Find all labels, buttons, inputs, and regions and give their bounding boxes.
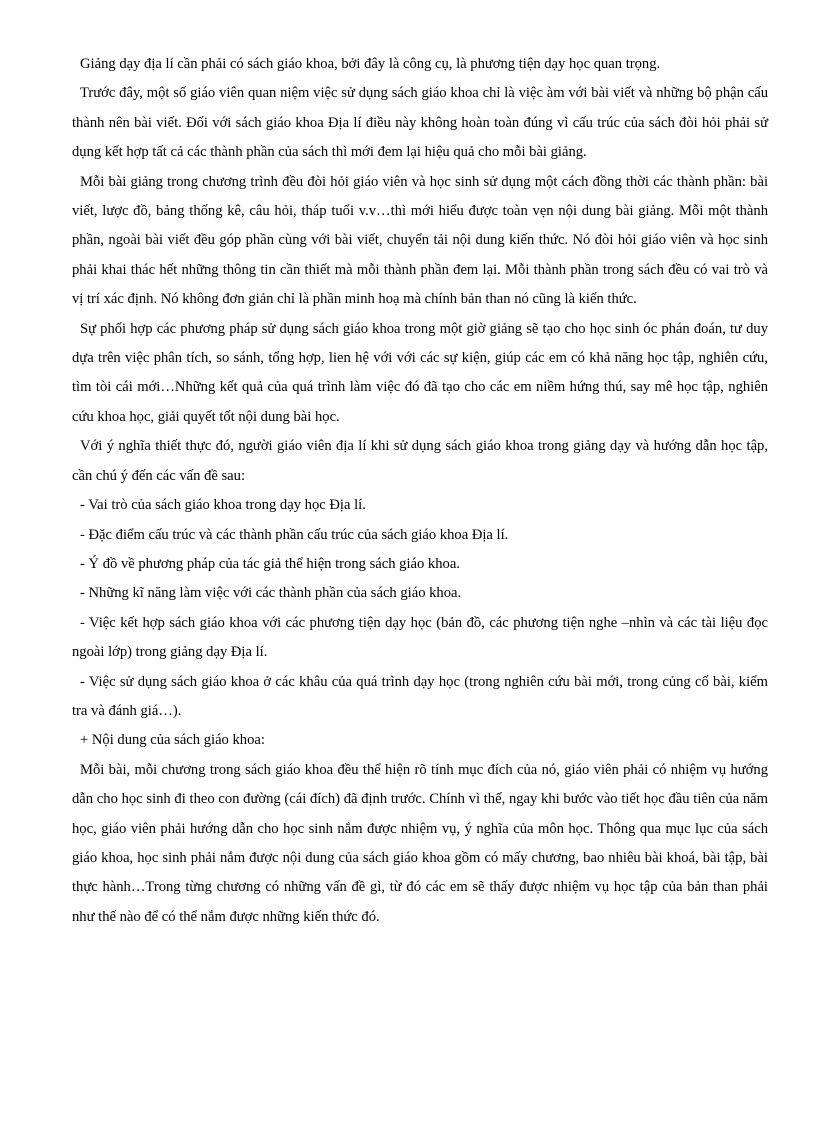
document-page [72, 50, 768, 932]
paragraph-intro: Giảng dạy địa lí cần phải có sách giáo khoa, bởi đây là công cụ, là phương tiện dạy học quan trọng. [80, 56, 661, 72]
paragraph-issues-intro: Với ý nghĩa thiết thực đó, người giáo viên địa lí khi sử dụng sách giáo khoa trong giảng dạy và hướng dẫn học tập, cần chú ý đến các vấn đề sau: [72, 438, 768, 484]
paragraph-textbook-content: Mỗi bài, mỗi chương trong sách giáo khoa đều thể hiện rõ tính mục đích của nó, giáo viên phải có nhiệm vụ hướng dẫn cho học sinh đi theo con đường (cái đích) đã định trước. Chính vì thế, ngay khi bước vào tiết học đầu tiên của năm học, giáo viên phải hướng dẫn cho học sinh nắm được nhiệm vụ, ý nghĩa của môn học. Thông qua mục lục của sách giáo khoa, học sinh phải nắm được nội dung của sách giáo khoa gồm có mấy chương, bao nhiêu bài khoá, bài tập, bài thực hành…Trong từng chương có những vấn đề gì, từ đó các em sẽ thấy được nhiệm vụ học tập của bản than phải như thế nào để có thể nắm được những kiến thức đó. [72, 761, 768, 925]
list-item: - Việc kết hợp sách giáo khoa với các phương tiện dạy học (bản đồ, các phương tiện nghe –nhìn và các tài liệu đọc ngoài lớp) trong giảng dạy Địa lí. [72, 614, 768, 661]
issues-list [72, 491, 768, 726]
paragraph-previous-views: Trước đây, một số giáo viên quan niệm việc sử dụng sách giáo khoa chỉ là việc àm với bài viết và những bộ phận cấu thành nên bài viết. Đối với sách giáo khoa Địa lí điều này không hoàn toàn đúng vì cấu trúc của sách đòi hỏi phải sử dụng kết hợp tất cả các thành phần của sách thì mới đem lại hiệu quả cho mỗi bài giảng. [72, 85, 768, 161]
paragraph-lesson-components: Mỗi bài giảng trong chương trình đều đòi hỏi giáo viên và học sinh sử dụng một cách đồng thời các thành phần: bài viết, lược đồ, bảng thống kê, câu hỏi, tháp tuổi v.v…thì mới hiểu được toàn vẹn nội dung bài giảng. Mỗi một thành phần, ngoài bài viết đều góp phần cùng với bài viết, chuyển tải nội dung kiến thức. Nó đòi hỏi giáo viên và học sinh phải khai thác hết những thông tin cần thiết mà mỗi thành phần đem lại. Mỗi thành phần trong sách đều có vai trò và vị trí xác định. Nó không đơn giản chỉ là phần minh hoạ mà chính bản than nó cũng là kiến thức. [72, 173, 768, 308]
list-item: - Việc sử dụng sách giáo khoa ở các khâu của quá trình dạy học (trong nghiên cứu bài mới, trong củng cố bài, kiểm tra và đánh giá…). [72, 673, 768, 719]
list-item: - Ý đồ về phương pháp của tác giả thể hiện trong sách giáo khoa. [80, 555, 460, 572]
paragraph-method-coordination: Sự phối hợp các phương pháp sử dụng sách giáo khoa trong một giờ giảng sẽ tạo cho học sinh óc phán đoán, tư duy dựa trên việc phân tích, so sánh, tổng hợp, lien hệ với với các sự kiện, giúp các em có khả năng học tập, nghiên cứu, tìm tòi cái mới…Những kết quả của quá trình làm việc đó đã tạo cho các em niềm hứng thú, say mê học tập, nghiên cứu khoa học, giải quyết tốt nội dung bài học. [72, 320, 768, 425]
list-item: - Đặc điểm cấu trúc và các thành phần cấu trúc của sách giáo khoa Địa lí. [80, 526, 509, 543]
list-item: - Những kĩ năng làm việc với các thành phần của sách giáo khoa. [80, 585, 462, 602]
list-item: - Vai trò của sách giáo khoa trong dạy học Địa lí. [80, 497, 366, 514]
section-heading: + Nội dung của sách giáo khoa: [80, 732, 265, 749]
